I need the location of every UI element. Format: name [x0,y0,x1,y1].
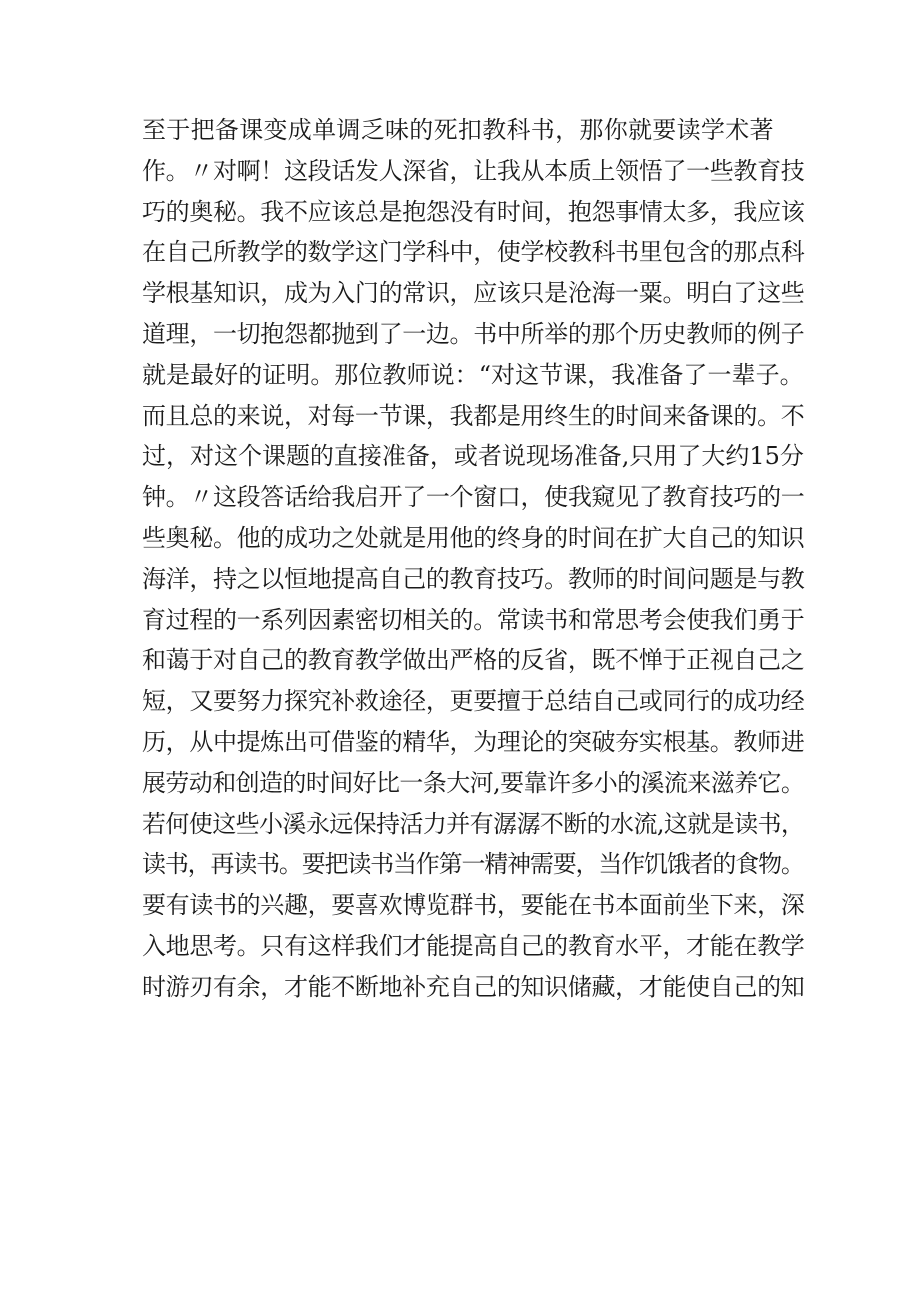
text-line: 时游刃有余，才能不断地补充自己的知识储藏，才能使自己的知 [142,972,805,1001]
text-line: 学根基知识，成为入门的常识，应该只是沧海一粟。明白了这些 [142,279,805,308]
text-line: 巧的奥秘。我不应该总是抱怨没有时间，抱怨事情太多，我应该 [142,197,805,226]
text-line: 而且总的来说，对每一节课，我都是用终生的时间来备课的。不 [142,401,805,430]
text-line: 和蔼于对自己的教育教学做出严格的反省，既不惮于正视自己之 [142,646,805,675]
text-line: 在自己所教学的数学这门学科中，使学校教科书里包含的那点科 [142,238,805,267]
text-line: 育过程的一系列因素密切相关的。常读书和常思考会使我们勇于 [142,605,805,634]
text-line: 至于把备课变成单调乏味的死扣教科书，那你就要读学术著 [142,116,774,144]
text-line: 道理，一切抱怨都抛到了一边。书中所举的那个历史教师的例子 [142,319,805,348]
text-line: 些奥秘。他的成功之处就是用他的终身的时间在扩大自己的知识 [142,523,805,552]
text-line: 若何使这些小溪永远保持活力并有潺潺不断的水流,这就是读书， [142,809,805,838]
text-line: 海洋，持之以恒地提高自己的教育技巧。教师的时间问题是与教 [142,564,805,593]
text-line: 短，又要努力探究补救途径，更要擅于总结自己或同行的成功经 [142,687,805,716]
text-line: 展劳动和创造的时间好比一条大河,要靠许多小的溪流来滋养它。 [142,768,805,797]
text-line: 入地思考。只有这样我们才能提高自己的教育水平，才能在教学 [142,931,805,960]
text-line: 就是最好的证明。那位教师说：“对这节课，我准备了一辈子。 [142,360,804,389]
text-line: 作。〃对啊！这段话发人深省，让我从本质上领悟了一些教育技 [142,156,805,185]
text-line: 要有读书的兴趣，要喜欢博览群书，要能在书本面前坐下来，深 [142,891,805,920]
text-line: 钟。〃这段答话给我启开了一个窗口，使我窥见了教育技巧的一 [142,483,805,512]
text-line: 过，对这个课题的直接准备，或者说现场准备,只用了大约15分 [142,442,804,471]
text-line: 历，从中提炼出可借鉴的精华，为理论的突破夯实根基。教师进 [142,727,805,756]
body-text [142,110,805,1008]
text-line: 读书，再读书。要把读书当作第一精神需要，当作饥饿者的食物。 [142,850,804,879]
